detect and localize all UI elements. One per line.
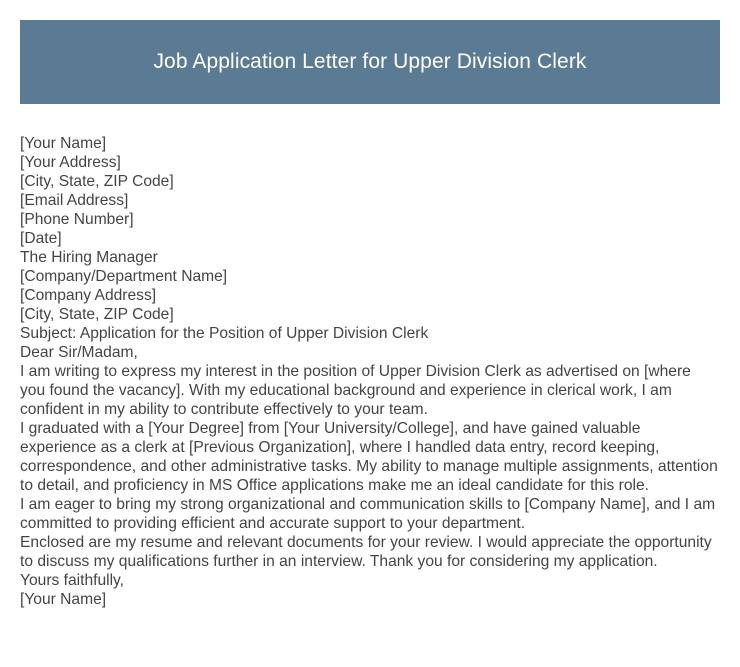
sender-name: [Your Name]	[20, 135, 107, 152]
paragraph-experience: I graduated with a [Your Degree] from [Your University/College], and have gained valuable experience as a clerk at [Previous Organization], where I handled data entry, record keeping, correspondence, and other administrative tasks. My ability to manage multiple assignments, attention to detail, and proficiency in MS Office applications make me an ideal candidate for this role.	[20, 420, 718, 494]
sender-email: [Email Address]	[20, 192, 129, 209]
recipient-title: The Hiring Manager	[20, 249, 158, 266]
paragraph-commitment: I am eager to bring my strong organizational and communication skills to [Company Name], and I am committed to providing efficient and accurate support to your department.	[20, 496, 716, 532]
page-title: Job Application Letter for Upper Division Clerk	[153, 50, 587, 73]
paragraph-enclosure: Enclosed are my resume and relevant documents for your review. I would appreciate the opportunity to discuss my qualifications further in an interview. Thank you for considering my application.	[20, 534, 712, 570]
sender-address: [Your Address]	[20, 154, 121, 171]
paragraph-interest: I am writing to express my interest in the position of Upper Division Clerk as advertised on [where you found the vacancy]. With my educational background and experience in clerical work, I am confident in my ability to contribute effectively to your team.	[20, 363, 691, 418]
recipient-company: [Company/Department Name]	[20, 268, 228, 285]
letter-body	[20, 134, 720, 609]
letter-subject: Subject: Application for the Position of Upper Division Clerk	[20, 325, 429, 342]
letter-signature: [Your Name]	[20, 591, 107, 608]
letter-closing: Yours faithfully,	[20, 572, 125, 589]
letter-date: [Date]	[20, 230, 62, 247]
title-banner	[20, 20, 720, 104]
sender-city-state-zip: [City, State, ZIP Code]	[20, 173, 174, 190]
recipient-city-state-zip: [City, State, ZIP Code]	[20, 306, 174, 323]
sender-phone: [Phone Number]	[20, 211, 134, 228]
recipient-address: [Company Address]	[20, 287, 157, 304]
letter-salutation: Dear Sir/Madam,	[20, 344, 138, 361]
